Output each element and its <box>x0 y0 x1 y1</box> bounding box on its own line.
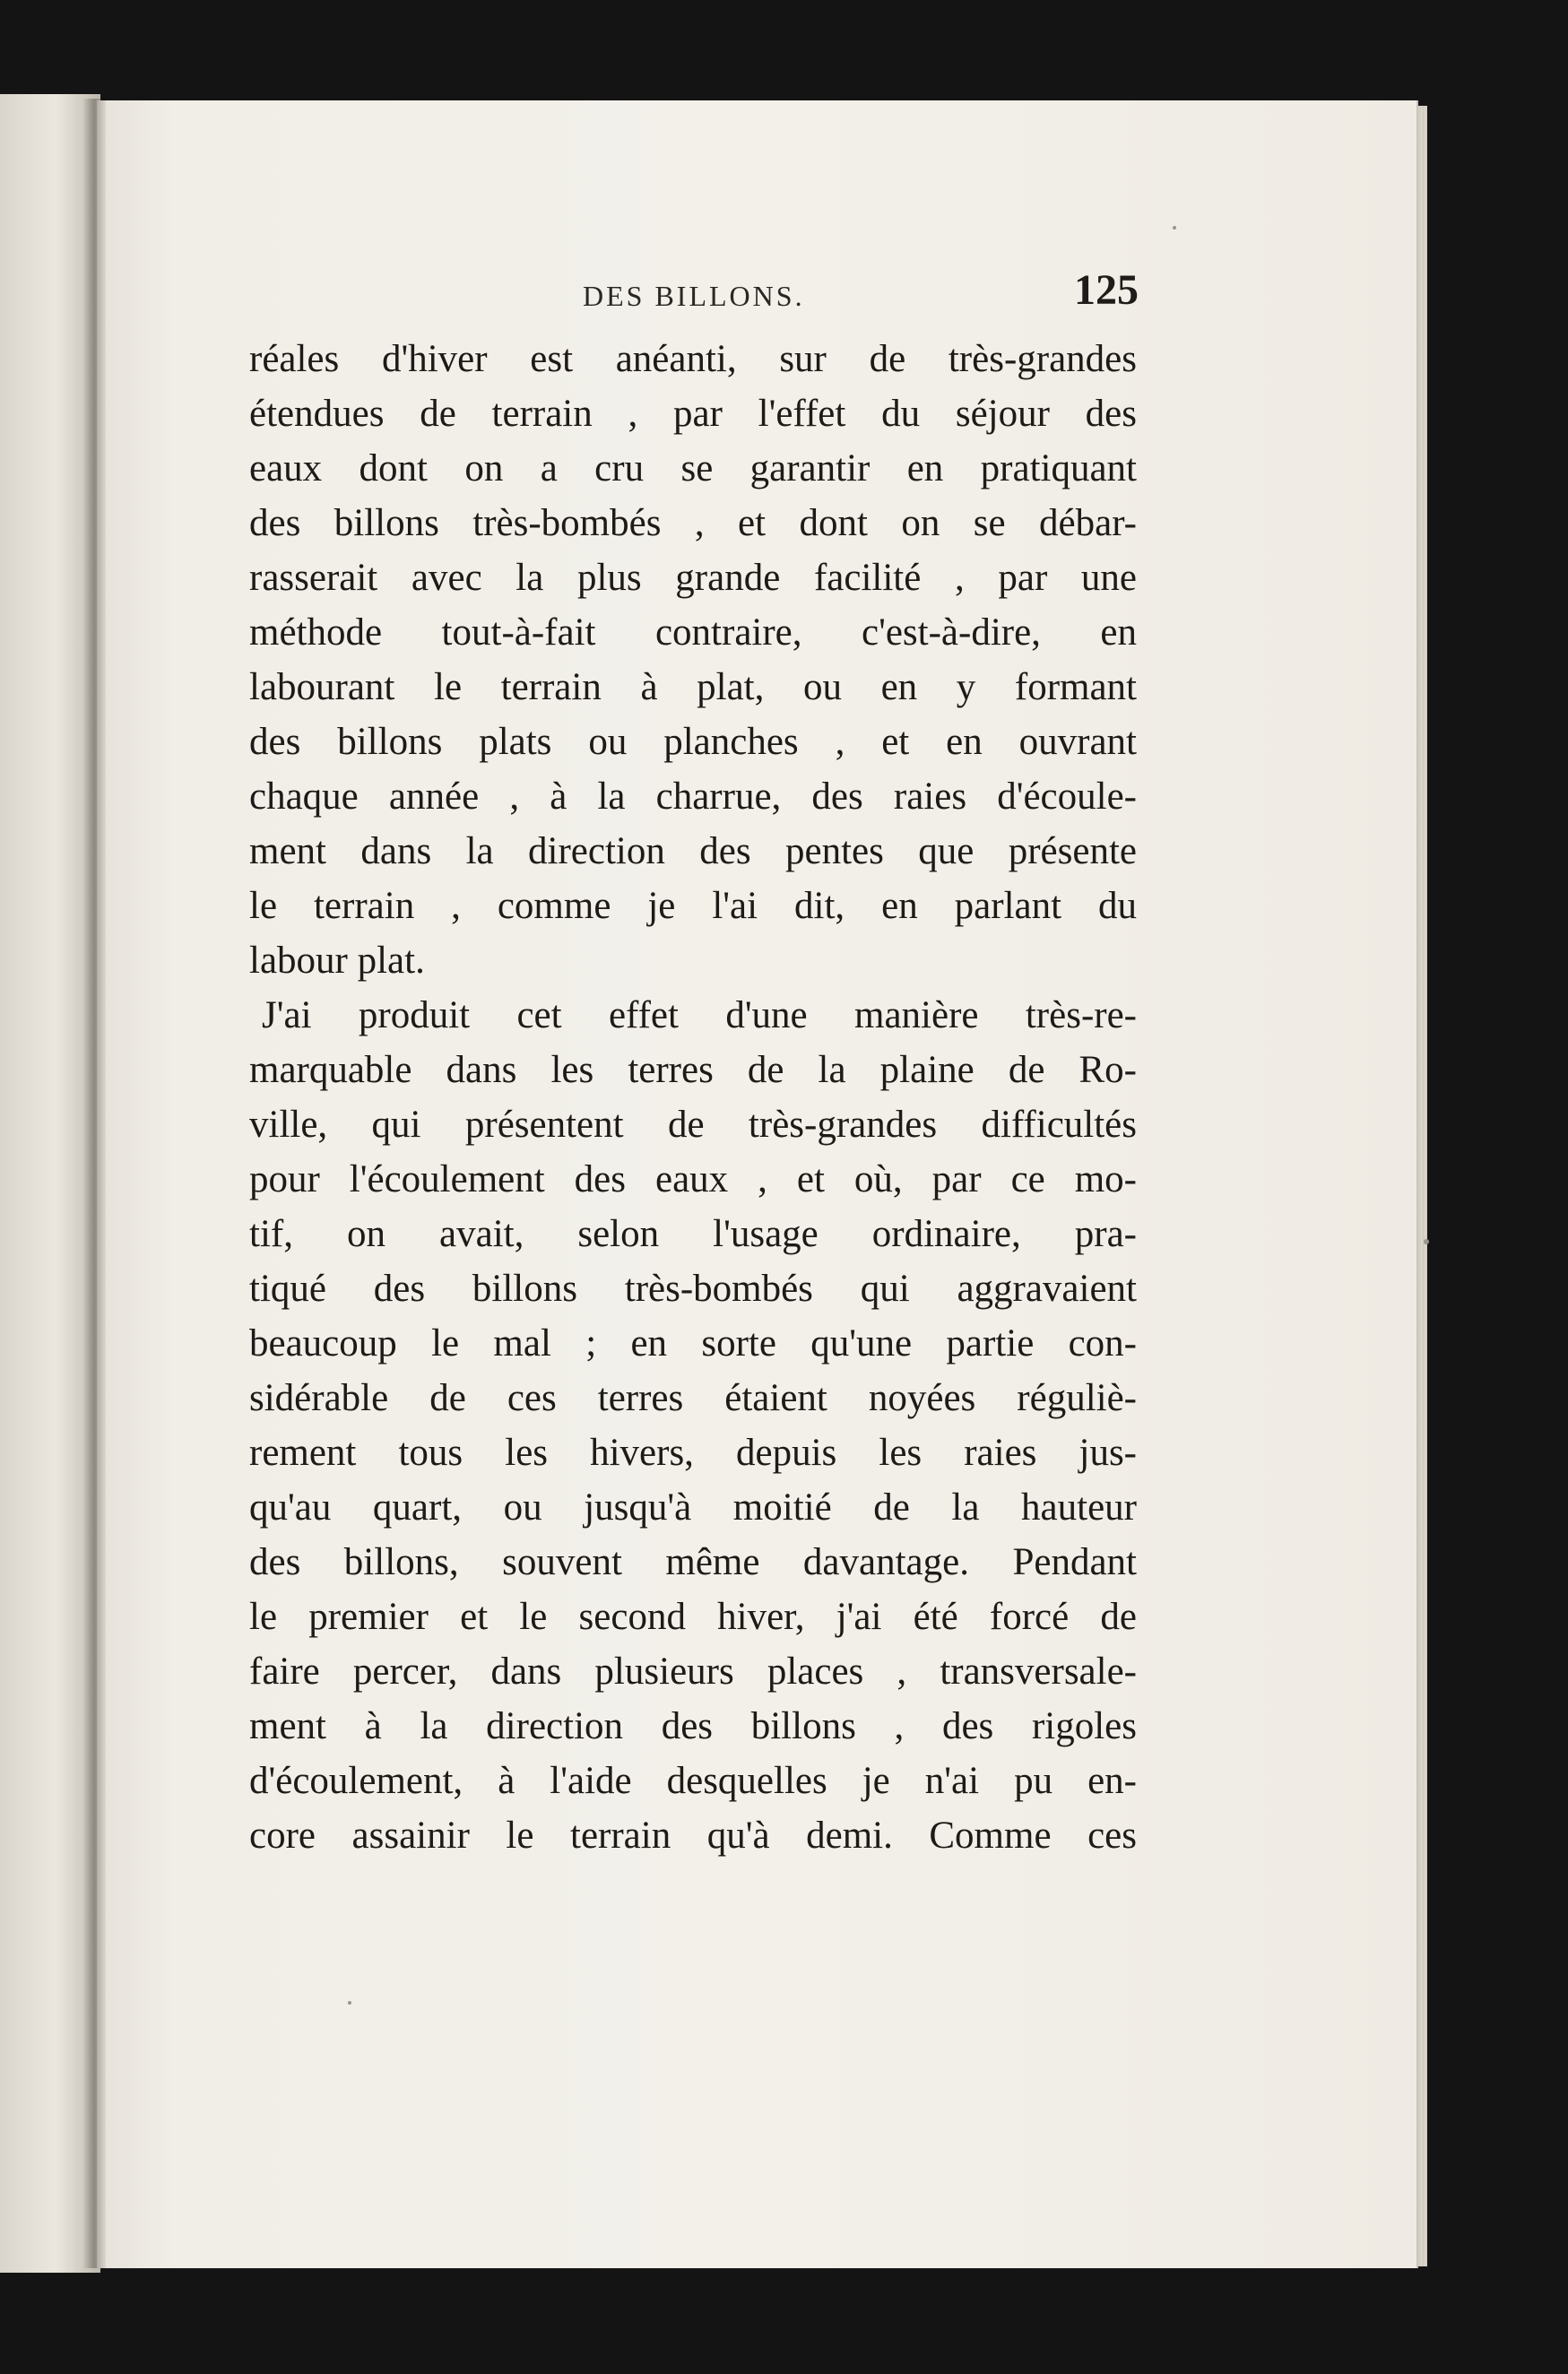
paper-speck <box>1424 1239 1429 1244</box>
text-line: beaucoup le mal ; en sorte qu'une partie con- <box>249 1322 1137 1365</box>
text-line: des billons plats ou planches , et en ouvrant <box>249 721 1137 763</box>
text-line: réales d'hiver est anéanti, sur de très-grandes <box>249 338 1137 380</box>
text-line: le terrain , comme je l'ai dit, en parlant du <box>249 885 1137 927</box>
text-line: J'ai produit cet effet d'une manière très-re- <box>262 994 1137 1036</box>
text-line: tiqué des billons très-bombés qui aggravaient <box>249 1268 1137 1310</box>
body-text <box>249 332 1137 1863</box>
text-line: étendues de terrain , par l'effet du séjour des <box>249 393 1137 435</box>
page-number: 125 <box>1074 266 1139 314</box>
paper-speck <box>1173 226 1176 230</box>
text-line: labour plat. <box>249 940 425 982</box>
text-line: ment à la direction des billons , des rigoles <box>249 1705 1137 1747</box>
text-line: chaque année , à la charrue, des raies d'écoule- <box>249 775 1137 818</box>
text-line: méthode tout-à-fait contraire, c'est-à-dire, en <box>249 611 1137 654</box>
text-line: ment dans la direction des pentes que présente <box>249 830 1137 872</box>
text-line: rement tous les hivers, depuis les raies jus- <box>249 1432 1137 1474</box>
text-line: core assainir le terrain qu'à demi. Comme ces <box>249 1815 1137 1857</box>
text-line: ville, qui présentent de très-grandes difficultés <box>249 1104 1137 1146</box>
running-head: DES BILLONS. <box>583 280 805 312</box>
text-line: qu'au quart, ou jusqu'à moitié de la hauteur <box>249 1486 1137 1529</box>
text-line: faire percer, dans plusieurs places , transversale- <box>249 1651 1137 1693</box>
text-line: labourant le terrain à plat, ou en y formant <box>249 666 1137 708</box>
text-line: d'écoulement, à l'aide desquelles je n'ai pu en- <box>249 1760 1137 1802</box>
text-line: des billons, souvent même davantage. Pendant <box>249 1541 1137 1583</box>
text-line: tif, on avait, selon l'usage ordinaire, pra- <box>249 1213 1137 1255</box>
text-line: sidérable de ces terres étaient noyées réguliè- <box>249 1377 1137 1419</box>
text-line: rasserait avec la plus grande facilité , par une <box>249 557 1137 599</box>
text-line: eaux dont on a cru se garantir en pratiquant <box>249 447 1137 490</box>
text-line: le premier et le second hiver, j'ai été forcé de <box>249 1596 1137 1638</box>
text-line: pour l'écoulement des eaux , et où, par ce mo- <box>249 1158 1137 1200</box>
paper-speck <box>348 2001 351 2005</box>
text-line: marquable dans les terres de la plaine de Ro- <box>249 1049 1137 1091</box>
gutter-shadow <box>82 99 106 2268</box>
text-line: des billons très-bombés , et dont on se débar- <box>249 502 1137 544</box>
